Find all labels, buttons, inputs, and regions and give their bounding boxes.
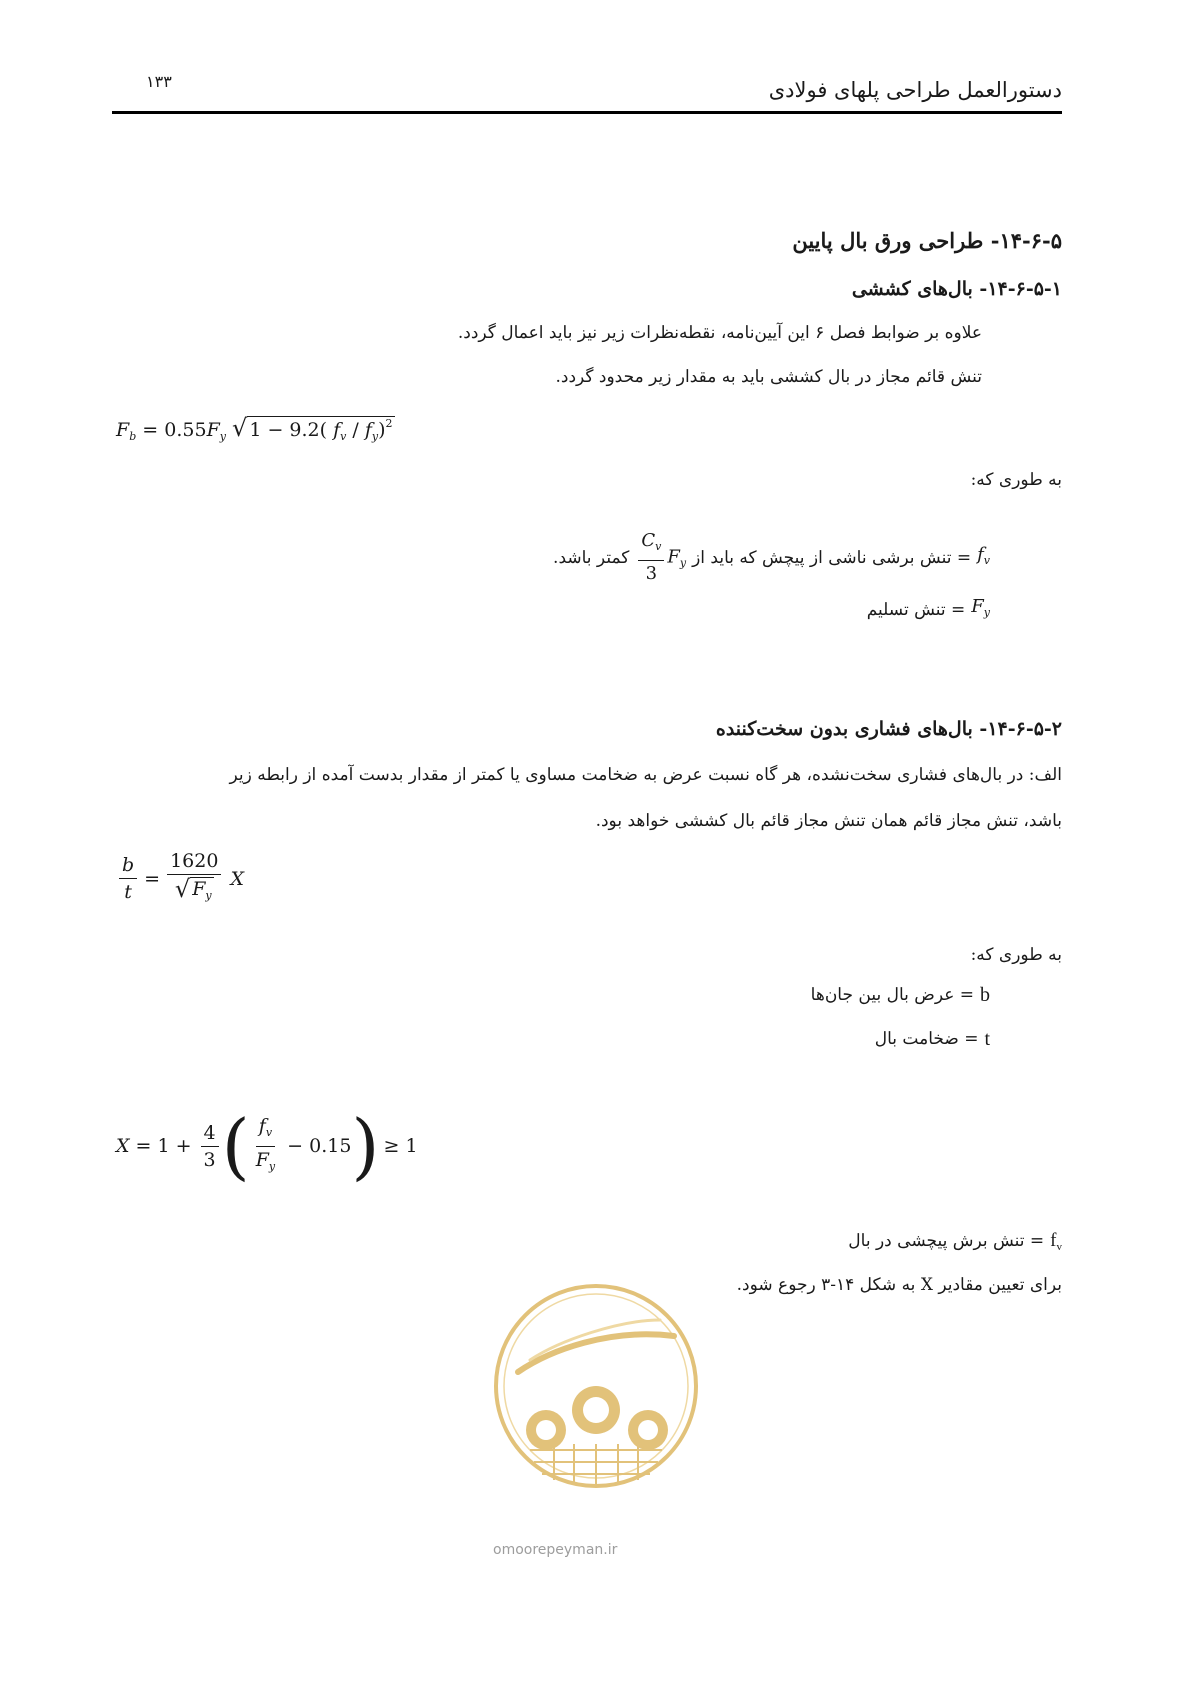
equation-X: X = 1 + $\frac{4}{3}$ ( $\frac{f_v}{F_y}$ − 0.15 ) ≥ 1 bbox=[116, 1104, 418, 1188]
watermark-logo bbox=[490, 1280, 702, 1492]
subsection-heading-compression-flanges: ۱۴-۶-۵-۲- بال‌های فشاری بدون سخت‌کننده bbox=[715, 718, 1062, 740]
subsection-heading-tension-flanges: ۱۴-۶-۵-۱- بال‌های کششی bbox=[851, 278, 1062, 300]
header-rule bbox=[112, 111, 1062, 114]
where-label: به طوری که: bbox=[970, 470, 1062, 490]
definition-b: b = عرض بال بین جان‌ها bbox=[810, 984, 990, 1006]
paragraph-line: علاوه بر ضوابط فصل ۶ این آیین‌نامه، نقطه‌نظرات زیر نیز باید اعمال گردد. bbox=[457, 323, 982, 343]
definition-fv: $f_v$ = تنش برشی ناشی از پیچش که باید از $\frac{C_v}{3}$ $F_y$ کمتر باشد. bbox=[553, 530, 990, 584]
definition-t: t = ضخامت بال bbox=[874, 1028, 990, 1050]
paragraph-line: باشد، تنش مجاز قائم همان تنش مجاز قائم بال کششی خواهد بود. bbox=[595, 811, 1062, 831]
page-number: ۱۳۳ bbox=[146, 72, 172, 91]
where-label: به طوری که: bbox=[970, 945, 1062, 965]
definition-Fy: $F_y$ = تنش تسلیم bbox=[866, 596, 990, 620]
section-heading: ۱۴-۶-۵- طراحی ورق بال پایین bbox=[792, 228, 1062, 253]
running-header-title: دستورالعمل طراحی پلهای فولادی bbox=[768, 78, 1062, 102]
eq-const: 0.55 bbox=[164, 419, 207, 441]
equation-allowable-stress: $F_b = 0.55F_y$ √ 1 − 9.2( $f_v / f_y)^2$ bbox=[116, 414, 393, 443]
watermark-url: omoorepeyman.ir bbox=[493, 1542, 618, 1558]
paragraph-line: الف: در بال‌های فشاری سخت‌نشده، هر گاه نسبت عرض به ضخامت مساوی یا کمتر از مقدار بدست آمده از رابطه زیر bbox=[229, 765, 1062, 785]
paragraph-line: تنش قائم مجاز در بال کششی باید به مقدار زیر محدود گردد. bbox=[555, 367, 982, 387]
definition-fv-torsion: $f_v$ = تنش برش پیچشی در بال bbox=[848, 1230, 1062, 1253]
final-note: برای تعیین مقادیر X به شکل ۱۴-۳ رجوع شود. bbox=[736, 1275, 1062, 1295]
equation-width-thickness: $\frac{b}{t}$ = 1620 √ $F_y$ X bbox=[116, 850, 244, 907]
sqrt-symbol: √ 1 − 9.2( $f_v / f_y)^2$ bbox=[232, 414, 393, 443]
